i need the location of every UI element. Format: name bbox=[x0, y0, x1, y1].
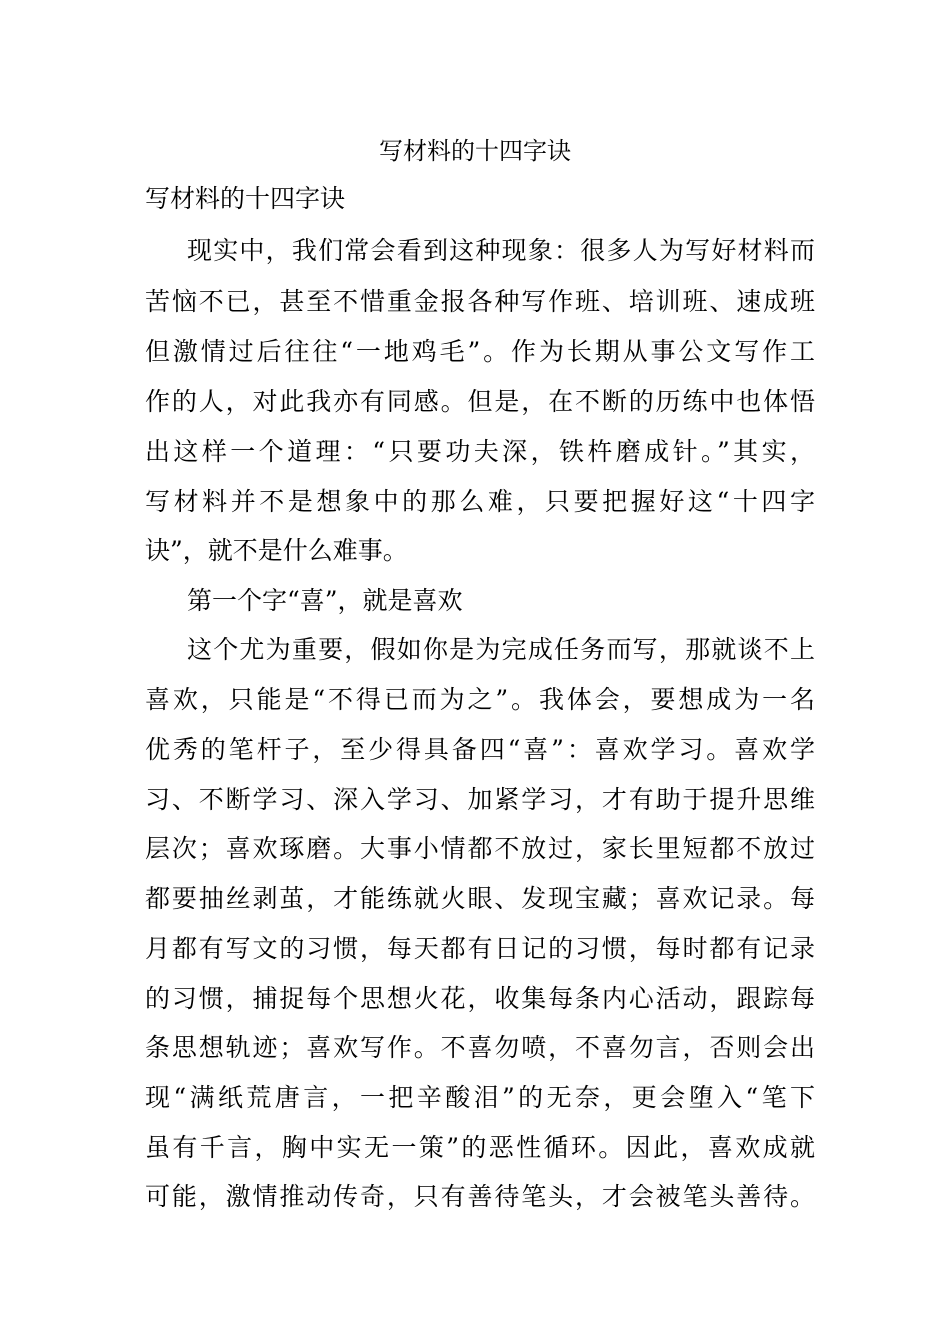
intro-line-4: 作的人，对此我亦有同感。但是，在不断的历练中也体悟 bbox=[145, 387, 815, 416]
intro-line-2: 苦恼不已，甚至不惜重金报各种写作班、培训班、速成班 bbox=[145, 287, 815, 316]
section-line-11: 虽有千言，胸中实无一策”的恶性循环。因此，喜欢成就 bbox=[145, 1133, 815, 1162]
section-line-1: 这个尤为重要，假如你是为完成任务而写，那就谈不上 bbox=[187, 635, 815, 664]
intro-line-6: 写材料并不是想象中的那么难，只要把握好这“十四字 bbox=[145, 487, 815, 516]
section-line-7: 月都有写文的习惯，每天都有日记的习惯，每时都有记录 bbox=[145, 934, 815, 963]
section-line-8: 的习惯，捕捉每个思想火花，收集每条内心活动，跟踪每 bbox=[145, 984, 815, 1013]
section-line-2: 喜欢，只能是“不得已而为之”。我体会，要想成为一名 bbox=[145, 685, 815, 714]
section-line-3: 优秀的笔杆子，至少得具备四“喜”：喜欢学习。喜欢学 bbox=[145, 735, 815, 764]
intro-line-5: 出这样一个道理：“只要功夫深，铁杵磨成针。”其实， bbox=[145, 437, 815, 466]
intro-line-3: 但激情过后往往“一地鸡毛”。作为长期从事公文写作工 bbox=[145, 337, 815, 366]
section-line-10: 现“满纸荒唐言，一把辛酸泪”的无奈，更会堕入“笔下 bbox=[145, 1083, 815, 1112]
intro-line-7: 诀”，就不是什么难事。 bbox=[145, 536, 408, 565]
section-heading: 第一个字“喜”，就是喜欢 bbox=[187, 586, 463, 615]
document-title: 写材料的十四字诀 bbox=[379, 137, 571, 165]
section-line-6: 都要抽丝剥茧，才能练就火眼、发现宝藏；喜欢记录。每 bbox=[145, 884, 815, 913]
intro-line-1: 现实中，我们常会看到这种现象：很多人为写好材料而 bbox=[187, 236, 815, 265]
section-line-4: 习、不断学习、深入学习、加紧学习，才有助于提升思维 bbox=[145, 785, 815, 814]
section-line-9: 条思想轨迹；喜欢写作。不喜勿喷，不喜勿言，否则会出 bbox=[145, 1033, 815, 1062]
section-line-12: 可能，激情推动传奇，只有善待笔头，才会被笔头善待。 bbox=[145, 1182, 815, 1211]
document-subtitle: 写材料的十四字诀 bbox=[145, 184, 346, 213]
section-line-5: 层次；喜欢琢磨。大事小情都不放过，家长里短都不放过 bbox=[145, 834, 815, 863]
